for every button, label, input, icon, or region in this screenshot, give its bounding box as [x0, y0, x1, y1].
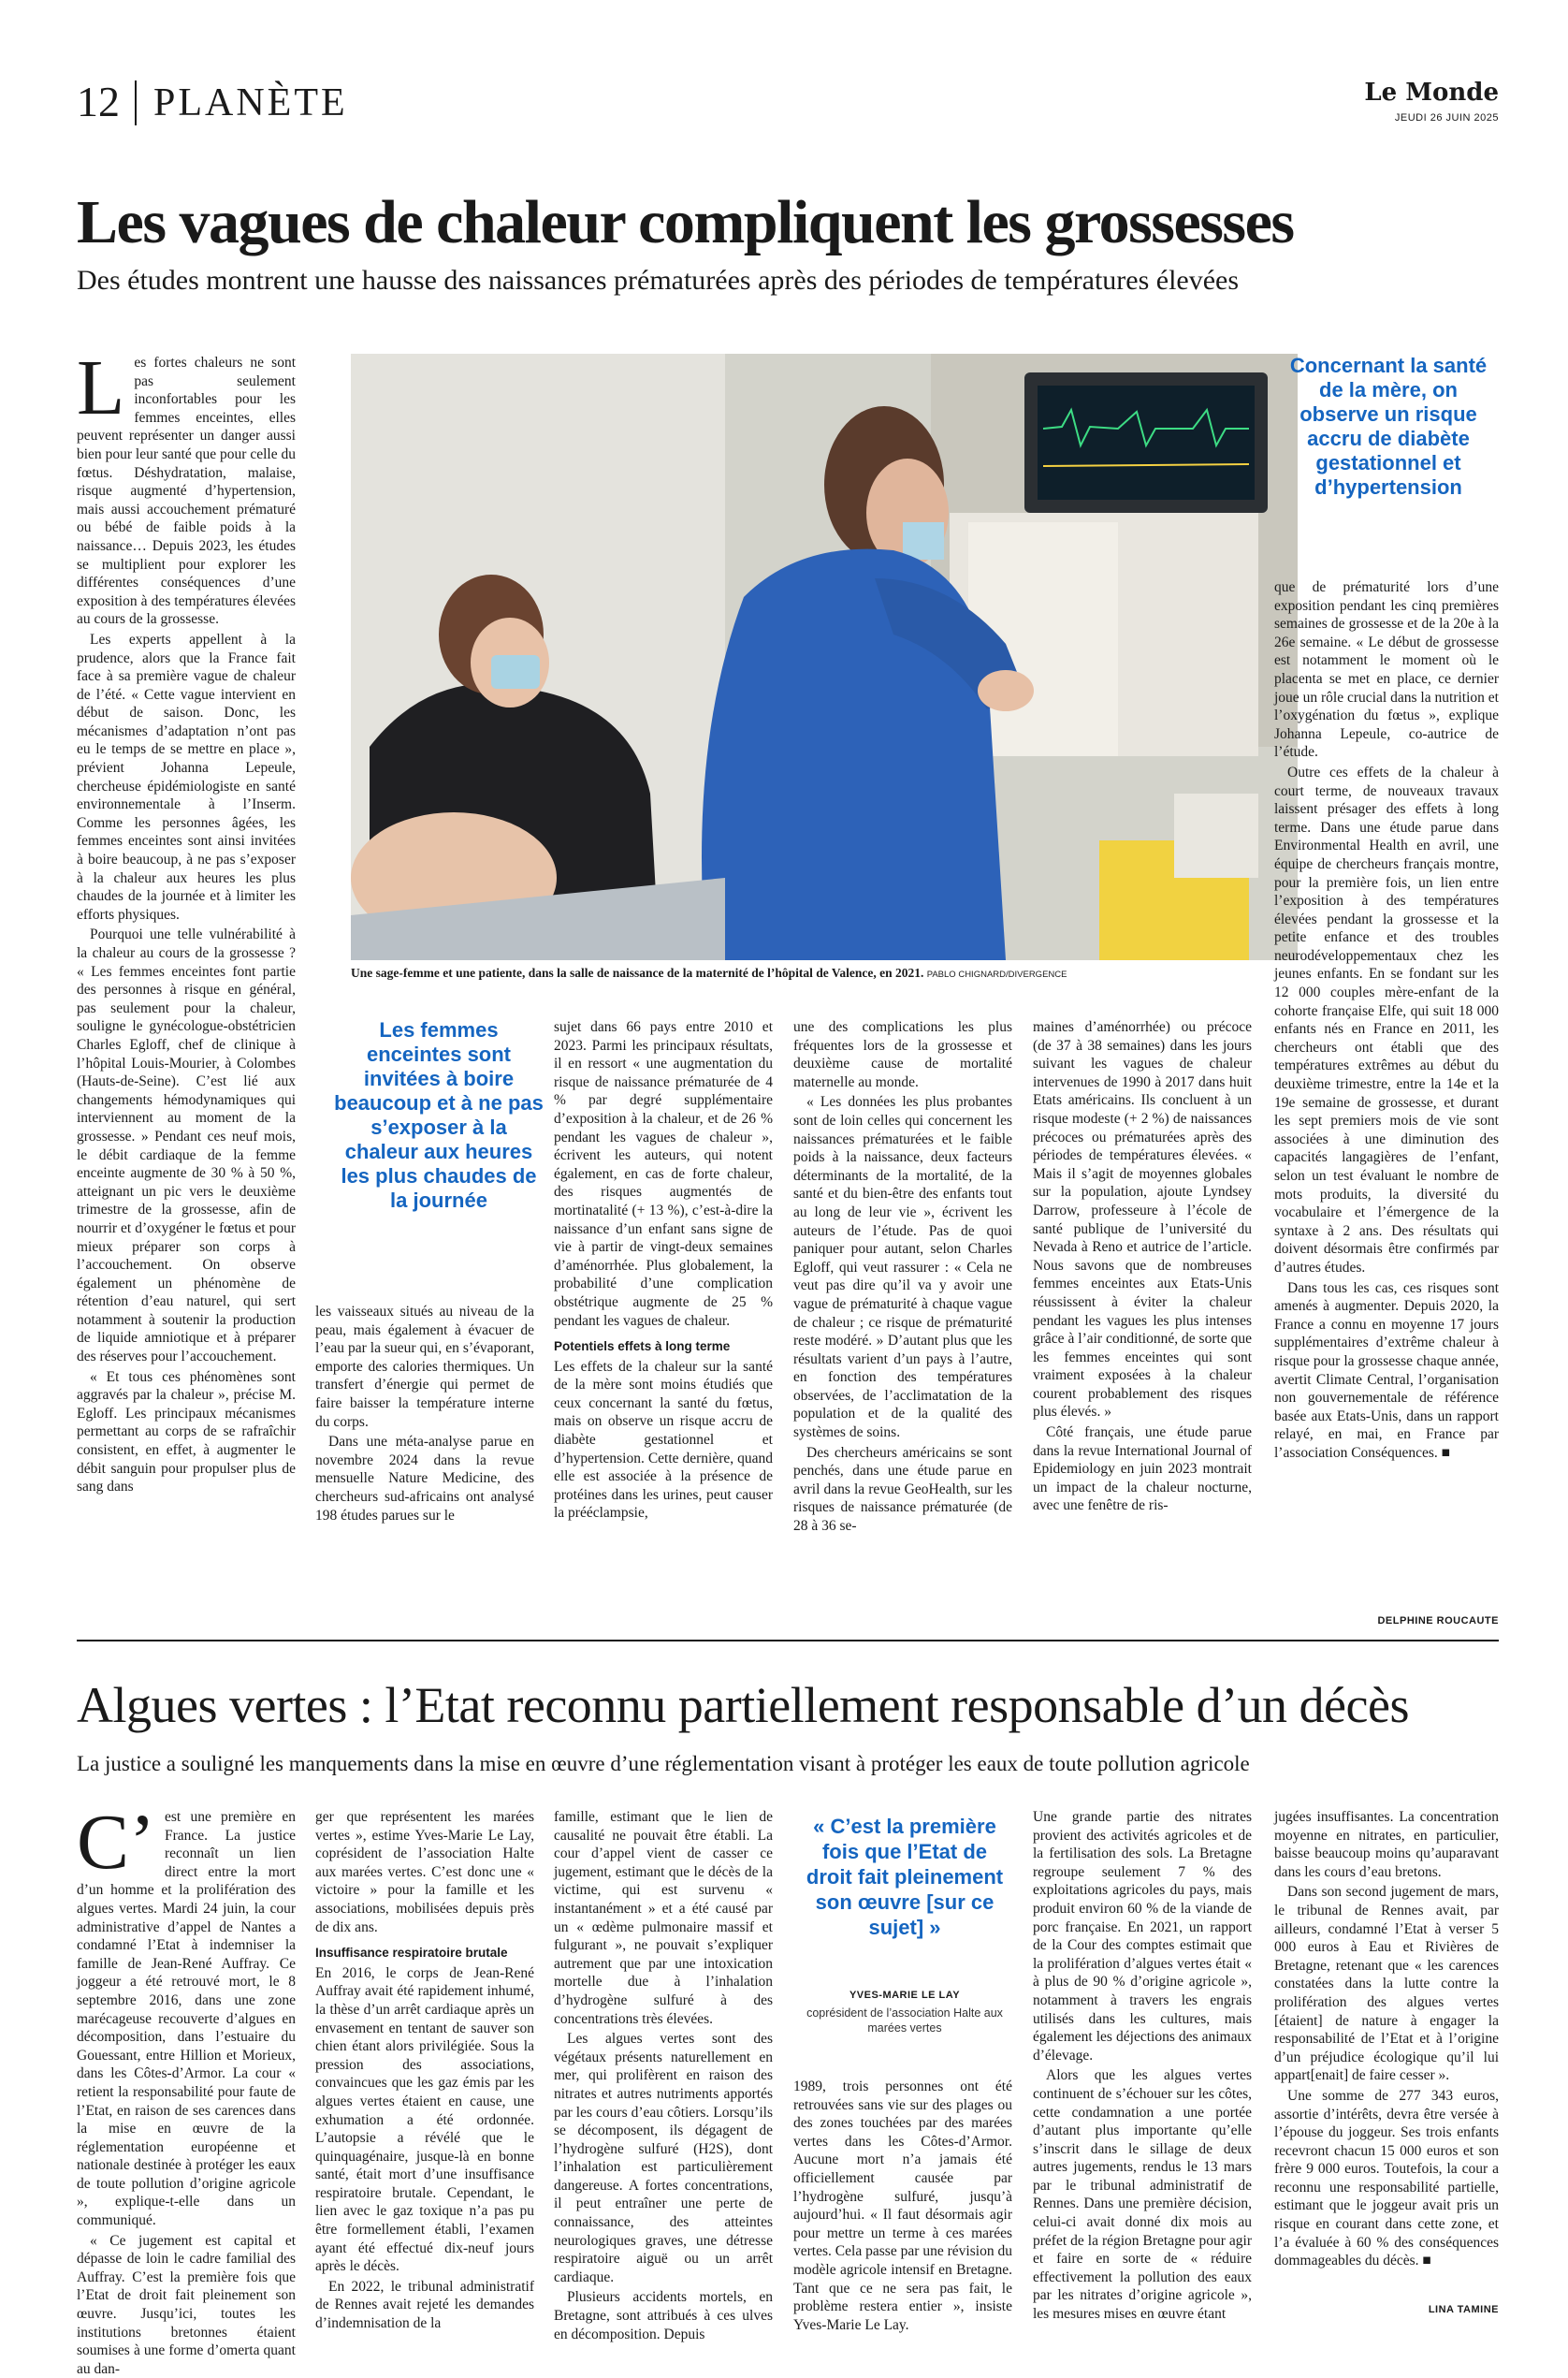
article1-col4: [793, 1018, 1012, 1608]
article1-col2-p2: Dans une méta-analyse parue en novembre 2024 dans la revue mensuelle Nature Medicine, des chercheurs sud-africains ont analysé 198 études parues sur le: [315, 1434, 534, 1524]
article1-subhead: Des études montrent une hausse des naissances prématurées après des périodes de températures élevées: [77, 265, 1240, 296]
article1-col4-p1: une des complications les plus fréquentes lors de la grossesse et deuxième cause de mortalité maternelle au monde.: [793, 1019, 1012, 1090]
article2-subhead: La justice a souligné les manquements dans la mise en œuvre d’une réglementation visant à protéger les eaux de toute pollution agricole: [77, 1752, 1250, 1775]
article2-col5-p2: Alors que les algues vertes continuent de s’échouer sur les côtes, cette condamnation a une portée d’autant plus importante qu’elle s’inscrit dans le sillage de deux autres jugements, rendus le 13 mars par le tribunal administratif de Rennes. Dans une première décision, celui-ci avait donné dix mois au préfet de la région Bretagne pour agir et faire en sorte de « réduire effectivement la pollution des eaux par les nitrates d’origine agricole », les mesures mises en œuvre étant: [1033, 2067, 1252, 2323]
article2-col3-p3: Plusieurs accidents mortels, en Bretagne, sont attribués à ces ulves en décomposition. Depuis: [554, 2289, 773, 2342]
article1-headline: Les vagues de chaleur compliquent les grossesses: [77, 188, 1294, 256]
article1-pullquote-1: Les femmes enceintes sont invitées à boire beaucoup et à ne pas s’exposer à la chaleur aux heures les plus chaudes de la journée: [334, 1018, 544, 1212]
article1-byline: DELPHINE ROUCAUTE: [1377, 1615, 1499, 1627]
article1-pullquote-2: Concernant la santé de la mère, on observe un risque accru de diabète gestationnel et d’hypertension: [1289, 354, 1488, 499]
article1-col3-subhead: Potentiels effets à long terme: [554, 1339, 731, 1354]
article2-col2-p2: En 2016, le corps de Jean-René Auffray avait été rapidement inhumé, la thèse d’un arrêt cardiaque après un envasement en tentant de sauver son chien étant alors privilégiée. Sous la pression des associations, convaincues que les gaz émis par les algues vertes étaient en cause, une exhumation a été ordonnée. L’autopsie a révélé que le quinquagénaire, jusque-là en bonne santé, était mort d’une insuffisance respiratoire brutale. Cependant, le lien avec le gaz toxique n’a pas pu être formellement établi, l’examen ayant été effectué dix-neuf jours après le décès.: [315, 1964, 534, 2275]
article1-col6-p3: Dans tous les cas, ces risques sont amenés à augmenter. Depuis 2020, la France a connu en moyenne 17 jours supplémentaires d’extrême chaleur à risque pour la grossesse chaque année, avertit Climate Central, l’organisation non gouvernementale de référence basée aux Etats-Unis, dans un rapport relayé, en mai, en France par l’association Conséquences. ■: [1274, 1279, 1499, 1461]
brand-logo: Le Monde: [1364, 79, 1499, 107]
article2-col2-p3: En 2022, le tribunal administratif de Rennes avait rejeté les demandes d’indemnisation de la: [315, 2278, 534, 2332]
article1-col4-p2: « Les données les plus probantes sont de loin celles qui concernent les naissances prématurées et le faible poids à la naissance, deux facteurs déterminants de la mortalité, de la santé et du bien-être des enfants tout au long de leur vie », écrivent les auteurs de l’étude. Pas de quoi paniquer pour autant, selon Charles Egloff, qui veut rassurer : « Cela ne veut pas dire qu’il va y avoir une vague de prématurité à chaque vague de chaleur ; ce risque de prématurité reste modéré. » D’autant plus que les résultats varient d’un pays à l’autre, en fonction des températures observées, de l’acclimatation de la population et de la qualité des systèmes de soins.: [793, 1094, 1012, 1441]
page-header: [77, 73, 1499, 139]
article1-col2-text: les vaisseaux situés au niveau de la peau, mais également à évacuer de l’eau par la sueur qui, en s’évaporant, emporte des calories thermiques. Un transfert d’énergie qui permet de faire baisser la température interne du corps.: [315, 1304, 534, 1430]
article1-col6-p1: que de prématurité lors d’une exposition pendant les cinq premières semaines de grossesse et de la 20e à la 26e semaine. « Le début de grossesse est notamment le moment où le placenta se met en place, ce dernier joue un rôle crucial dans la nutrition et l’oxygénation du fœtus », explique Johanna Lepeule, co-autrice de l’étude.: [1274, 579, 1499, 761]
article1-col1-p2: Les experts appellent à la prudence, alors que la France fait face à sa première vague de chaleur de l’été. « Cette vague intervient en début de saison. Donc, les mécanismes d’adaptation n’ont pas eu le temps de se mettre en place », prévient Johanna Lepeule, chercheuse épidémiologiste en santé environnementale à l’Inserm. Comme les personnes âgées, les femmes enceintes sont ainsi invitées à boire beaucoup, à ne pas s’exposer à la chaleur aux heures les plus chaudes de la journée et à limiter les efforts physiques.: [77, 631, 296, 923]
article2-col1: [77, 1799, 296, 2377]
article1-photo: [351, 354, 1298, 960]
article2-col6: [1274, 1808, 1499, 2295]
article2-col5-p1: Une grande partie des nitrates provient des activités agricoles et de la fertilisation des sols. La Bretagne regroupe seulement 7 % des exploitations agricoles du pays, mais produit environ 60 % de la viande de porc française. En 2021, un rapport de la Cour des comptes estimait que la prolifération d’algues vertes était « à plus de 90 % d’origine agricole », notamment à travers les engrais utilisés dans les cultures, mais également les déjections des animaux d’élevage.: [1033, 1809, 1252, 2064]
article2-quote-name: YVES-MARIE LE LAY: [849, 1990, 961, 2001]
article2-quote-role: coprésident de l’association Halte aux marées vertes: [806, 2006, 1003, 2035]
article2-col2-p1: ger que représentent les marées vertes », estime Yves-Marie Le Lay, coprésident de l’association Halte aux marées vertes. C’est donc une « victoire » pour la famille et les associations, mobilisées depuis près de dix ans.: [315, 1809, 534, 1935]
article1-col1-p4: « Et tous ces phénomènes sont aggravés par la chaleur », précise M. Egloff. Les principaux mécanismes permettant au corps de se rafraîchir consistent, en effet, à augmenter le débit sanguin pour propulser plus de sang dans: [77, 1368, 296, 1495]
article1-col4-p3: Des chercheurs américains se sont penchés, dans une étude parue en avril dans la revue GeoHealth, sur les risques de naissance prématurée (de 28 à 36 se-: [793, 1444, 1012, 1535]
article1-col5: [1033, 1018, 1252, 1608]
article2-col2-subhead: Insuffisance respiratoire brutale: [315, 1946, 508, 1961]
section-name: PLANÈTE: [153, 81, 348, 124]
article2-pullquote: « C’est la première fois que l’Etat de droit fait pleinement son œuvre [sur ce sujet] »: [806, 1815, 1004, 1939]
article2-col6-p3: Une somme de 277 343 euros, assortie d’intérêts, devra être versée à l’épouse du joggeur. Ses trois enfants recevront chacun 15 000 euros et son frère 9 000 euros. Toutefois, la cour a reconnu une responsabilité partielle, estimant que le joggeur avait pris un risque en courant dans cette zone, et l’a évaluée à 60 % des conséquences dommageables du décès. ■: [1274, 2087, 1499, 2269]
article2-col1-p2: « Ce jugement est capital et dépasse de loin le cadre familial des Auffray. C’est la première fois que l’Etat de droit fait pleinement son œuvre. Jusqu’ici, toutes les institutions bretonnes étaient soumises à une forme d’omerta quant au dan-: [77, 2232, 296, 2377]
article2-byline: LINA TAMINE: [1428, 2304, 1499, 2315]
issue-date: JEUDI 26 JUIN 2025: [1394, 112, 1499, 124]
article2-col5: [1033, 1808, 1252, 2323]
photo-illustration: [351, 354, 1298, 960]
article2-col1-first: est une première en France. La justice reconnaît un lien direct entre la mort d’un homme et la prolifération des algues vertes. Mardi 24 juin, la cour administrative d’appel de Nantes a condamné l’Etat à indemniser la famille de Jean-René Auffray. Ce joggeur a été retrouvé mort, le 8 septembre 2016, dans une zone marécageuse recouverte d’algues en décomposition, dans l’estuaire du Gouessant, entre Hillion et Morieux, dans les Côtes-d’Armor. La cour « retient la responsabilité pour faute de l’Etat, en raison de ses carences dans la mise en œuvre de la réglementation européenne et nationale destinée à protéger les eaux de toute pollution d’origine agricole », explique-t-elle dans un communiqué.: [77, 1809, 296, 2229]
article1-col3-p2: Les effets de la chaleur sur la santé de la mère sont moins étudiés que ceux concernant la santé du fœtus, mais on observe un risque accru de diabète gestationnel et d’hypertension. Cette dernière, quand elle est associée à la présence de protéines dans les urines, peut causer la prééclampsie,: [554, 1358, 773, 1522]
article2-col6-p1: jugées insuffisantes. La concentration moyenne en nitrates, en particulier, baisse beaucoup moins qu’auparavant dans les cours d’eau bretons.: [1274, 1809, 1499, 1880]
article1-col3: [554, 1018, 773, 1608]
article1-col5-p2: Côté français, une étude parue dans la revue International Journal of Epidemiology en juin 2023 montrait un impact de la chaleur nocturne, avec une fenêtre de ris-: [1033, 1424, 1252, 1514]
article1-col1: [77, 344, 296, 1608]
article2-col4: [793, 2078, 1012, 2333]
article2-col3-p1: famille, estimant que le lien de causalité ne pouvait être établi. La cour d’appel vient de casser ce jugement, estimant que le décès de la victime, qui est survenu « instantanément » et a été causé par un « œdème pulmonaire massif et fulgurant », ne pouvait s’expliquer autrement que par une intoxication mortelle due à l’inhalation d’hydrogène sulfuré à des concentrations très élevées.: [554, 1809, 773, 2027]
article2-headline: Algues vertes : l’Etat reconnu partiellement responsable d’un décès: [77, 1677, 1409, 1733]
article2-col6-p2: Dans son second jugement de mars, le tribunal de Rennes avait, par ailleurs, condamné l’Etat à verser 5 000 euros à Eau et Rivières de Bretagne, retenant que « les carences constatées dans la lutte contre la prolifération des algues vertes [étaient] de nature à engager la responsabilité de l’Etat et à l’origine d’un préjudice écologique qu’il lui appart[enait] de faire cesser ».: [1274, 1884, 1499, 2084]
article1-col6: [1274, 578, 1499, 1598]
article2-col3-p2: Les algues vertes sont des végétaux présents naturellement en mer, qui prolifèrent en raison des nitrates et autres nutriments apportés par les cours d’eau côtiers. Lorsqu’ils se décomposent, ils dégagent de l’hydrogène sulfuré (H2S), dont l’inhalation est particulièrement dangereuse. A fortes concentrations, il peut entraîner une perte de connaissance, des atteintes neurologiques graves, une détresse respiratoire aiguë ou un arrêt cardiaque.: [554, 2031, 773, 2285]
section-separator: [77, 1640, 1499, 1641]
article2-col2: [315, 1808, 534, 2332]
article1-col3-p1: sujet dans 66 pays entre 2010 et 2023. Parmi les principaux résultats, il en ressort « une augmentation du risque de naissance prématurée de 4 % par degré supplémentaire d’exposition à la chaleur, et de 26 % pendant les vagues de chaleur », écrivent les auteurs, qui notent également, en cas de forte chaleur, des risques augmentés de mortinatalité (+ 13 %), c’est-à-dire la naissance d’un enfant sans signe de vie à partir de vingt-deux semaines d’aménorrhée. Plus globalement, la probabilité d’une complication obstétrique augmente de 25 % pendant les vagues de chaleur.: [554, 1019, 773, 1329]
article1-col5-p1: maines d’aménorrhée) ou précoce (de 37 à 38 semaines) dans les jours suivant les vagues de chaleur intervenues de 1990 à 2017 dans huit Etats américains. Ils concluent à un risque modeste (+ 2 %) de naissances précoces ou prématurées après des périodes de températures élevées. « Mais il s’agit de moyennes globales sur la population, ajoute Lyndsey Darrow, professeure à l’école de santé publique de l’université du Nevada à Reno et autrice de l’article. Nous savons que de nombreuses femmes enceintes aux Etats-Unis réussissent à éviter la chaleur pendant les vagues les plus intenses grâce à l’air conditionné, de sorte que les femmes enceintes qui sont vraiment exposées à la chaleur courent probablement des risques plus élevés. »: [1033, 1019, 1252, 1421]
caption-text: Une sage-femme et une patiente, dans la salle de naissance de la maternité de l’hôpital de Valence, en 2021.: [351, 966, 924, 980]
photo-caption: [351, 965, 1298, 984]
article1-col1-p3: Pourquoi une telle vulnérabilité à la chaleur au cours de la grossesse ? « Les femmes enceintes font partie des personnes à risque en général, pas seulement pour la chaleur, souligne le gynécologue-obstétricien Charles Egloff, chef de clinique à l’hôpital Louis-Mourier, à Colombes (Hauts-de-Seine). C’est lié aux changements hémodynamiques qui interviennent au moment de la grossesse. » Pendant ces neuf mois, le débit cardiaque de la femme enceinte augmente de 30 % à 50 %, atteignant un pic vers le deuxième trimestre de la grossesse, afin de nourrir et d’oxygéner le fœtus et pour mieux préparer son corps à l’accouchement. On observe également un phénomène de rétention d’eau naturel, qui sert notamment à soutenir la production de liquide amniotique et à préparer des réserves pour l’accouchement.: [77, 926, 296, 1365]
article1-dropcap: L: [77, 344, 125, 431]
page-number: 12: [77, 78, 120, 125]
article1-col2: [315, 1303, 534, 1602]
header-divider: [135, 80, 137, 125]
article1-col1-first: es fortes chaleurs ne sont pas seulement inconfortables pour les femmes enceintes, elles peuvent représenter un danger aussi bien pour leur santé que pour celle du fœtus. Déshydratation, malaise, risque augmenté d’hypertension, mais aussi accouchement prématuré ou bébé de faible poids à la naissance… Depuis 2023, les études se multiplient pour explorer les différentes conséquences d’une exposition à des températures élevées au cours de la grossesse.: [77, 355, 296, 628]
article2-col3: [554, 1808, 773, 2342]
article2-col4-p1: 1989, trois personnes ont été retrouvées sans vie sur des plages ou des zones touchées par des marées vertes dans les Côtes-d’Armor. Aucune mort n’a jamais été officiellement causée par l’hydrogène sulfuré, jusqu’à aujourd’hui. « Il faut désormais agir pour mettre un terme à ces marées vertes. Cela passe par une révision du modèle agricole intensif en Bretagne. Tant que ce ne sera pas fait, le problème restera entier », insiste Yves-Marie Le Lay.: [793, 2079, 1012, 2333]
article2-dropcap: C’: [77, 1799, 155, 1886]
article1-col6-p2: Outre ces effets de la chaleur à court terme, de nouveaux travaux laissent présager des effets à long terme. Dans une étude parue dans Environmental Health en avril, une équipe de chercheurs français montre, pour la première fois, un lien entre l’exposition à des températures élevées pendant la grossesse et la petite enfance et des troubles neurodéveloppementaux chez les jeunes enfants. En se fondant sur les 12 000 couples mère-enfant de la cohorte française Elfe, qui suit 18 000 enfants nés en France en 2011, les chercheurs ont établi que des températures extrêmes au début du deuxième trimestre, entre la 14e et la 19e semaine de grossesse, et durant les sept premiers mois de vie sont associées à une diminution des capacités langagières de l’enfant, selon un test évaluant le nombre de mots produits, la diversité du vocabulaire et l’émergence de la syntaxe à 2 ans. Des résultats qui doivent désormais être confirmés par d’autres études.: [1274, 764, 1499, 1276]
photo-credit: PABLO CHIGNARD/DIVERGENCE: [926, 970, 1067, 980]
